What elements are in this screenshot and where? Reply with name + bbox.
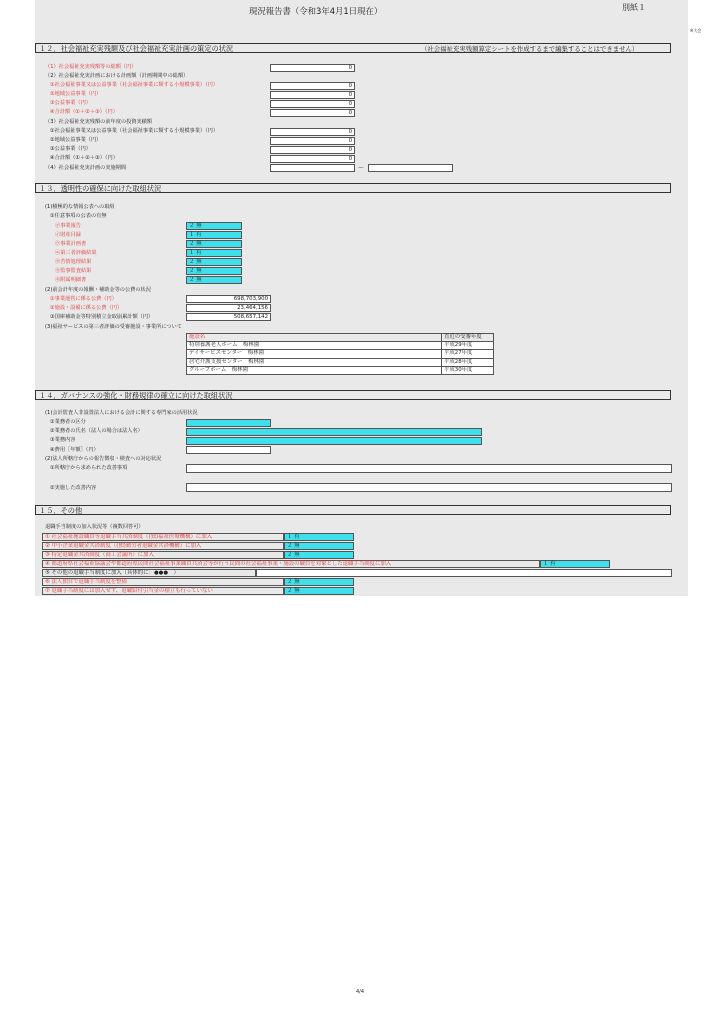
table-row (187, 342, 494, 350)
s12-r1-label: （1）社会福祉充実残額等の総額（円） (45, 64, 137, 70)
retirement-value[interactable]: ２ 無 (284, 587, 354, 595)
retirement-label: ④ 都道府県社会福祉協議会や都道府県民間社会福祉事業職員共済会等が行う民間の社会福祉事業・施設の職員を対象とした退職手当制度に加入 (42, 560, 540, 568)
corner-mark: ※大会 (690, 28, 702, 33)
table-row (187, 350, 494, 358)
disclosure-value[interactable]: ２ 無 (186, 267, 242, 275)
s12-r2d-label: ④合計額（①＋②＋③）（円） (50, 109, 118, 115)
s12-r2d-value[interactable]: 0 (270, 109, 355, 117)
fund-label: ②施設・設備に係る公費（円） (50, 305, 123, 311)
disclosure-value[interactable]: ２ 無 (186, 258, 242, 266)
section-14-title: １４．ガバナンスの強化・財務規律の確立に向けた取組状況 (39, 391, 233, 400)
s12-r2c-value[interactable]: 0 (270, 100, 355, 108)
disclosure-label: ㋔苦情処理結果 (55, 259, 92, 265)
retirement-value[interactable]: ２ 無 (284, 578, 354, 586)
s14-c-label: ③業務内容 (50, 437, 76, 443)
disclosure-label: ㋑財産目録 (55, 232, 81, 238)
disclosure-value[interactable]: ２ 無 (186, 276, 242, 284)
table-header-row (187, 334, 494, 342)
s14-e-label: ①所轄庁から求められた改善事項 (50, 465, 128, 471)
s13-s3-label: (3)福祉サービスの第三者評価の受審施設・事業所について (45, 324, 182, 330)
s12-r3a-value[interactable]: 0 (270, 128, 355, 136)
s14-d-label: ④費用［年額］（円） (50, 447, 99, 453)
table-row (187, 366, 494, 374)
s14-s1-label: (1)会計監査人非設置法人における会計に関する専門家の活用状況 (45, 410, 198, 416)
disclosure-value[interactable]: １ 有 (186, 231, 242, 239)
s14-c-field[interactable] (186, 437, 482, 445)
s12-r3a-label: ①社会福祉事業又は公益事業（社会福祉事業に類する小規模事業）（円） (50, 128, 219, 134)
retirement-value[interactable]: １ 有 (540, 560, 610, 568)
fund-value[interactable]: 23,464,156 (186, 304, 271, 312)
disclosure-value[interactable]: ２ 無 (186, 240, 242, 248)
s13-s2-label: (2)前会計年度の報酬・補助金等の公費の状況 (45, 287, 151, 293)
s12-r3d-label: ④合計額（①＋②＋③）（円） (50, 155, 118, 161)
year-cell[interactable]: 平成29年度 (442, 342, 494, 350)
disclosure-label: ㋐事業報告 (55, 223, 81, 229)
section-15-header (35, 505, 671, 515)
retirement-label: ② 中小企業退職金共済制度（(独)勤労者退職金共済機構）に加入 (42, 542, 284, 550)
facility-cell: 居宅介護支援センター 梅林園 (187, 358, 442, 366)
s12-r2b-value[interactable]: 0 (270, 91, 355, 99)
s12-r3c-label: ③公益事業（円） (50, 146, 91, 152)
facility-cell: 特別養護老人ホーム 梅林園 (187, 342, 442, 350)
s12-period-tilde: ～ (358, 165, 365, 172)
s12-period-end[interactable] (368, 164, 453, 172)
disclosure-value[interactable]: １ 有 (186, 249, 242, 257)
s12-r3c-value[interactable]: 0 (270, 146, 355, 154)
evaluation-table (186, 333, 494, 375)
s12-r3b-value[interactable]: 0 (270, 137, 355, 145)
s12-r2c-label: ③公益事業（円） (50, 100, 91, 106)
s12-r3b-label: ②地域公益事業（円） (50, 137, 102, 143)
facility-cell: デイサービスセンター 梅林園 (187, 350, 442, 358)
facility-cell: グループホーム 梅林園 (187, 366, 442, 374)
page-title: 現況報告書（令和3年4月1日現在） (249, 6, 383, 16)
s12-r2-label: （2）社会福祉充実計画における計画額（計画期間中の総額） (45, 73, 189, 79)
s14-d-field[interactable] (186, 446, 271, 454)
fund-label: ③国庫補助金等特別積立金取崩累計額（円） (50, 314, 154, 320)
s13-s1-label: (1)積極的な情報公表への取組 (45, 204, 115, 210)
retirement-label: ① 社会福祉施設職員等退職手当共済制度（(独)福祉医療機構）に加入 (42, 533, 284, 541)
s12-r3d-value[interactable]: 0 (270, 155, 355, 163)
s14-b-field[interactable] (186, 428, 482, 436)
s15-s1-label: 退職手当制度の加入状況等（複数回答可） (45, 524, 144, 530)
fund-label: ①事業運営に係る公費（円） (50, 296, 117, 302)
section-12-header (35, 43, 671, 53)
attachment-label: 別紙１ (622, 3, 646, 12)
retirement-label: ⑦ 退職手当制度には加入せず、退職給付引当金の積立も行っていない (42, 587, 284, 595)
section-13-header (35, 183, 671, 193)
retirement-value[interactable]: ２ 無 (284, 551, 354, 559)
disclosure-label: ㋕監事監査結果 (55, 268, 92, 274)
section-15-title: １５．その他 (39, 506, 83, 515)
disclosure-label: ㋒事業計画書 (55, 241, 87, 247)
s14-s2-label: (2)法人所轄庁からの報告徴収・検査への対応状況 (45, 456, 162, 462)
s12-r2b-label: ②地域公益事業（円） (50, 91, 102, 97)
table-row (187, 358, 494, 366)
year-cell[interactable]: 平成28年度 (442, 358, 494, 366)
section-12-title: １２．社会福祉充実残額及び社会福祉充実計画の策定の状況 (39, 44, 234, 53)
disclosure-value[interactable]: ２ 無 (186, 222, 242, 230)
s12-period-start[interactable] (270, 164, 355, 172)
s14-f-label: ②実施した改善内容 (50, 485, 97, 491)
disclosure-label: ㋖附属明細書 (55, 277, 87, 283)
retirement-label: ⑥ 法人独自で退職手当制度を整備 (42, 578, 284, 586)
page-number: 4/4 (356, 989, 365, 995)
retirement-value[interactable]: ２ 無 (284, 542, 354, 550)
retirement-other-field[interactable] (256, 569, 672, 577)
table-header-year: 直近の受審年度 (442, 334, 494, 342)
retirement-label: ⑤ その他の退職手当制度に加入（具体的に：●●● ） (42, 569, 256, 577)
retirement-label: ③ 特定退職金共済制度（商工会議所）に加入 (42, 551, 284, 559)
fund-value[interactable]: 508,657,142 (186, 313, 271, 321)
s14-a-label: ①業務者の区分 (50, 419, 86, 425)
section-14-header (35, 390, 671, 400)
year-cell[interactable]: 平成27年度 (442, 350, 494, 358)
s13-s1a-label: ①任意事項の公表の有無 (50, 213, 107, 219)
fund-value[interactable]: 698,703,900 (186, 295, 271, 303)
s14-e-field[interactable] (186, 464, 672, 473)
s14-a-field[interactable] (186, 419, 271, 427)
retirement-value[interactable]: １ 有 (284, 533, 354, 541)
section-13-title: １３．透明性の確保に向けた取組状況 (39, 184, 162, 193)
table-header-facility: 施設名 (187, 334, 442, 342)
s12-r4-label: （4）社会福祉充実計画の実施期間 (45, 165, 127, 171)
year-cell[interactable]: 平成30年度 (442, 366, 494, 374)
s14-f-field[interactable] (186, 483, 672, 492)
s12-r1-value[interactable]: 0 (270, 64, 355, 72)
disclosure-label: ㋓第三者評価結果 (55, 250, 97, 256)
s12-r3-label: （3）社会福祉充実残額の前年度の投資実績額 (45, 119, 153, 125)
s12-r2a-value[interactable]: 0 (270, 82, 355, 90)
s14-b-label: ②業務者の氏名（法人の場合は法人名） (50, 428, 143, 434)
section-12-note: （社会福祉充実残額算定シートを作成するまで編集することはできません） (421, 45, 639, 53)
s12-r2a-label: ①社会福祉事業又は公益事業（社会福祉事業に類する小規模事業）（円） (50, 82, 219, 88)
